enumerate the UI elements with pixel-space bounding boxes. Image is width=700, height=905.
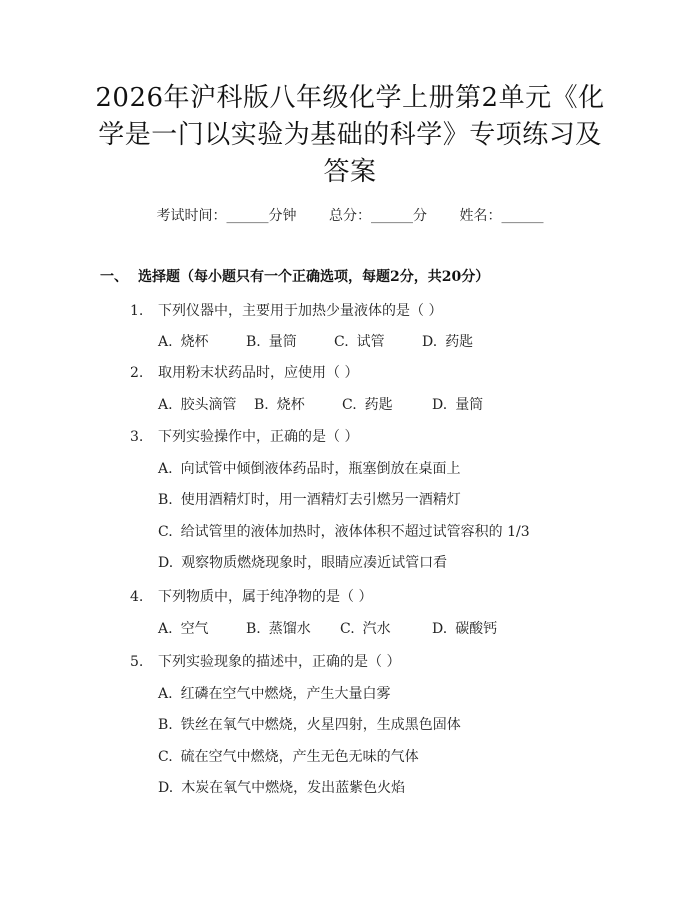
question-stem xyxy=(130,300,442,320)
option: B. 量筒 xyxy=(246,334,297,350)
option: C. 药匙 xyxy=(342,397,393,413)
option-row xyxy=(158,618,497,638)
option: B. 使用酒精灯时，用一酒精灯去引燃另一酒精灯 xyxy=(158,492,461,508)
question-stem xyxy=(130,651,400,671)
option-row xyxy=(158,331,473,351)
option-row xyxy=(158,394,483,414)
option: C. 给试管里的液体加热时，液体体积不超过试管容积的 1/3 xyxy=(158,524,530,540)
option: D. 观察物质燃烧现象时，眼睛应凑近试管口看 xyxy=(158,555,448,571)
question-stem xyxy=(130,362,358,382)
option: B. 蒸馏水 xyxy=(246,621,311,637)
question-text: 取用粉末状药品时，应使用（ ） xyxy=(158,365,359,381)
title-line: 学是一门以实验为基础的科学》专项练习及 xyxy=(98,120,602,150)
question-number: 1. xyxy=(130,303,144,319)
question-text: 下列仪器中，主要用于加热少量液体的是（ ） xyxy=(158,303,443,319)
title-line: 答案 xyxy=(323,157,377,187)
student-name-field: 姓名：______ xyxy=(459,208,544,224)
section-title: 选择题（每小题只有一个正确选项，每题2分，共20分） xyxy=(138,269,490,285)
section-heading xyxy=(100,266,489,286)
option: A. 胶头滴管 xyxy=(158,397,237,413)
option: C. 硫在空气中燃烧，产生无色无味的气体 xyxy=(158,749,419,765)
option: B. 烧杯 xyxy=(254,397,305,413)
question-text: 下列实验操作中，正确的是（ ） xyxy=(158,429,359,445)
option: C. 汽水 xyxy=(340,621,391,637)
document-title xyxy=(95,80,605,191)
question-text: 下列物质中，属于纯净物的是（ ） xyxy=(158,589,373,605)
question-number: 2. xyxy=(130,365,144,381)
question-text: 下列实验现象的描述中，正确的是（ ） xyxy=(158,654,401,670)
option: A. 红磷在空气中燃烧，产生大量白雾 xyxy=(158,686,391,702)
option: A. 空气 xyxy=(158,621,209,637)
option: A. 向试管中倾倒液体药品时，瓶塞倒放在桌面上 xyxy=(158,461,461,477)
option: D. 碳酸钙 xyxy=(432,621,498,637)
total-score-field: 总分：______分 xyxy=(329,208,427,224)
exam-time-field: 考试时间：______分钟 xyxy=(156,208,297,224)
option: B. 铁丝在氧气中燃烧，火星四射，生成黑色固体 xyxy=(158,717,461,733)
option: A. 烧杯 xyxy=(158,334,209,350)
option: D. 药匙 xyxy=(422,334,474,350)
question-stem xyxy=(130,586,372,606)
option: D. 木炭在氧气中燃烧，发出蓝紫色火焰 xyxy=(158,780,406,796)
title-line: 2026年沪科版八年级化学上册第2单元《化 xyxy=(95,83,605,113)
question-stem xyxy=(130,426,358,446)
question-number: 3. xyxy=(130,429,144,445)
option: C. 试管 xyxy=(334,334,385,350)
exam-info-line xyxy=(0,205,700,225)
question-number: 4. xyxy=(130,589,144,605)
question-number: 5. xyxy=(130,654,144,670)
section-number: 一、 xyxy=(100,269,128,285)
option: D. 量筒 xyxy=(432,397,484,413)
